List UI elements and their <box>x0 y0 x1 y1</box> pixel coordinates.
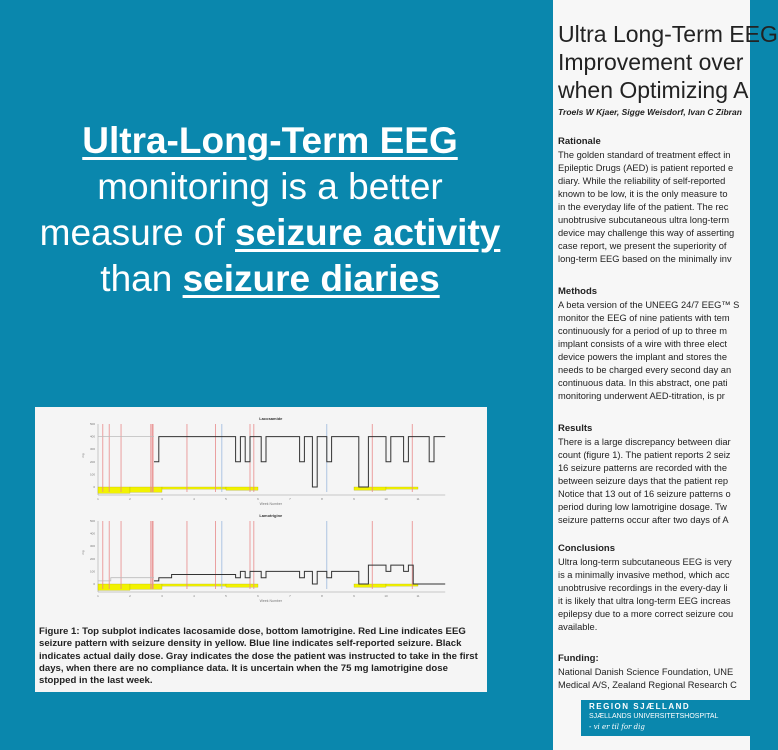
section-line: epilepsy due to a more correct seizure cou <box>558 609 734 619</box>
y-tick-label: 200 <box>89 556 95 561</box>
section-line: seizure patterns occur after two days of A <box>558 515 729 525</box>
section-line: continuously for a period of up to three m <box>558 326 727 336</box>
x-tick-label: 6 <box>257 594 259 598</box>
figure-caption: Figure 1: Top subplot indicates lacosamide dose, bottom lamotrigine. Red Line indicates EEG seizure pattern with seizure density in yellow. Blue line indicates self-reported seizure. Black indicates actual daily dose. Gray indicates the dose the patient was instructed to take in the first days, when there are no compliance data. It is uncertain when the 75 mg lamotrigine dose stopped in the last week. <box>39 626 478 687</box>
headline-line-4a: than <box>100 258 183 299</box>
section-line: known to be low, it is the only measure to <box>558 189 728 199</box>
y-tick-label: 300 <box>89 544 95 549</box>
x-tick-label: 8 <box>321 497 323 501</box>
y-tick-label: 400 <box>89 531 95 536</box>
y-tick-label: 300 <box>89 447 95 452</box>
logo-name: REGION SJÆLLAND <box>589 702 691 711</box>
headline-line-1: Ultra-Long-Term EEG <box>82 120 458 161</box>
section-heading: Methods <box>558 286 598 297</box>
section-heading: Results <box>558 423 593 434</box>
seizure-density-bar <box>226 487 258 490</box>
x-tick-label: 4 <box>193 594 195 598</box>
headline-line-4b: seizure diaries <box>182 258 440 299</box>
seizure-density-bar <box>386 487 418 489</box>
section-line: is a minimally invasive method, which acc <box>558 570 730 580</box>
section-line: Notice that 13 out of 16 seizure patterns o <box>558 489 731 499</box>
x-tick-label: 7 <box>289 497 291 501</box>
y-axis-label: mg <box>81 550 85 555</box>
poster-title <box>558 20 778 104</box>
x-tick-label: 11 <box>416 594 420 598</box>
x-tick-label: 6 <box>257 497 259 501</box>
title-line: Improvement over <box>558 49 744 75</box>
section-line: diary. While the reliability of self-reported <box>558 176 726 186</box>
logo-sub: SJÆLLANDS UNIVERSITETSHOSPITAL <box>589 713 719 720</box>
authors: Troels W Kjaer, Sigge Weisdorf, Ivan C Zibran <box>558 107 742 117</box>
figure-charts <box>35 407 487 627</box>
section-line: monitoring underwent AED-titration, is pr <box>558 391 725 401</box>
seizure-density-bar <box>130 584 162 589</box>
section-line: case report, we present the superiority of <box>558 241 727 251</box>
x-axis-label: Week Number <box>259 599 282 603</box>
section-line: in the everyday life of the patient. The rec <box>558 202 729 212</box>
section-line: unobtrusive recordings in the every-day li <box>558 583 728 593</box>
section-line: needs to be charged every second day an <box>558 365 732 375</box>
x-tick-label: 2 <box>129 594 131 598</box>
x-tick-label: 11 <box>416 497 420 501</box>
y-tick-label: 100 <box>89 472 95 477</box>
x-tick-label: 2 <box>129 497 131 501</box>
actual-dose-line <box>154 437 445 487</box>
x-axis-label: Week Number <box>259 502 282 506</box>
section-line: Epileptic Drugs (AED) is patient reported e <box>558 163 734 173</box>
actual-dose-line <box>154 565 445 584</box>
y-tick-label: 400 <box>89 434 95 439</box>
x-tick-label: 5 <box>225 497 227 501</box>
section-line: count (figure 1). The patient reports 2 seiz <box>558 450 731 460</box>
region-sjaelland-logo <box>581 700 756 736</box>
section-line: available. <box>558 622 598 632</box>
x-tick-label: 4 <box>193 497 195 501</box>
section-funding <box>558 652 737 692</box>
section-line: unobtrusive subcutaneous ultra long-term <box>558 215 730 225</box>
headline-line-3b: seizure activity <box>235 212 501 253</box>
section-line: The golden standard of treatment effect in <box>558 150 731 160</box>
y-tick-label: 0 <box>93 485 95 489</box>
x-tick-label: 8 <box>321 594 323 598</box>
section-line: it is likely that ultra long-term EEG increas <box>558 596 731 606</box>
section-line: between seizure days that the patient rep <box>558 476 729 486</box>
seizure-density-bar <box>162 584 226 586</box>
x-tick-label: 9 <box>353 497 355 501</box>
seizure-density-bar <box>130 487 162 492</box>
y-tick-label: 200 <box>89 459 95 464</box>
section-heading: Funding: <box>558 653 599 664</box>
title-line: when Optimizing A <box>558 77 749 103</box>
section-heading: Conclusions <box>558 543 616 554</box>
y-tick-label: 100 <box>89 569 95 574</box>
title-line: Ultra Long-Term EEG <box>558 21 778 47</box>
section-line: National Danish Science Foundation, UNE <box>558 667 734 677</box>
section-line: Medical A/S, Zealand Regional Research C <box>558 680 737 690</box>
section-rationale <box>558 135 734 266</box>
figure-1 <box>35 407 487 692</box>
section-results <box>558 422 731 527</box>
section-line: period during low lamotrigine dosage. Tw <box>558 502 727 512</box>
poster-abstract-panel <box>553 0 778 750</box>
section-line: implant consists of a wire with three elect <box>558 339 727 349</box>
x-tick-label: 1 <box>97 497 99 501</box>
section-line: device powers the implant and stores the <box>558 352 727 362</box>
section-heading: Rationale <box>558 136 601 147</box>
section-methods <box>558 285 739 403</box>
x-tick-label: 5 <box>225 594 227 598</box>
chart-title: Lamotrigine <box>259 513 283 518</box>
x-tick-label: 3 <box>161 594 163 598</box>
x-tick-label: 10 <box>384 594 388 598</box>
section-line: device may challenge this way of asserting <box>558 228 735 238</box>
section-line: A beta version of the UNEEG 24/7 EEG™ S <box>558 300 740 310</box>
x-tick-label: 3 <box>161 497 163 501</box>
headline-line-3a: measure of <box>39 212 236 253</box>
seizure-density-bar <box>226 584 258 587</box>
section-line: monitor the EEG of nine patients with tem <box>558 313 730 323</box>
section-line: There is a large discrepancy between diar <box>558 437 731 447</box>
y-tick-label: 500 <box>89 519 95 523</box>
headline-line-2: monitoring is a better <box>97 166 443 207</box>
section-line: Ultra long-term subcutaneous EEG is very <box>558 557 732 567</box>
section-conclusions <box>558 542 733 634</box>
y-tick-label: 500 <box>89 422 95 426</box>
x-tick-label: 9 <box>353 594 355 598</box>
y-axis-label: mg <box>81 453 85 458</box>
y-tick-label: 0 <box>93 582 95 586</box>
x-tick-label: 10 <box>384 497 388 501</box>
chart-title: Lacosamide <box>259 416 283 421</box>
logo-tagline: - vi er til for dig <box>589 723 645 731</box>
seizure-density-bar <box>162 487 226 489</box>
headline <box>0 118 540 302</box>
section-line: 16 seizure patterns are recorded with the <box>558 463 727 473</box>
section-line: long-term EEG based on the minimally inv <box>558 254 732 264</box>
x-tick-label: 1 <box>97 594 99 598</box>
section-line: continuous data. In this abstract, one pati <box>558 378 728 388</box>
instructed-dose-line <box>98 578 154 581</box>
x-tick-label: 7 <box>289 594 291 598</box>
